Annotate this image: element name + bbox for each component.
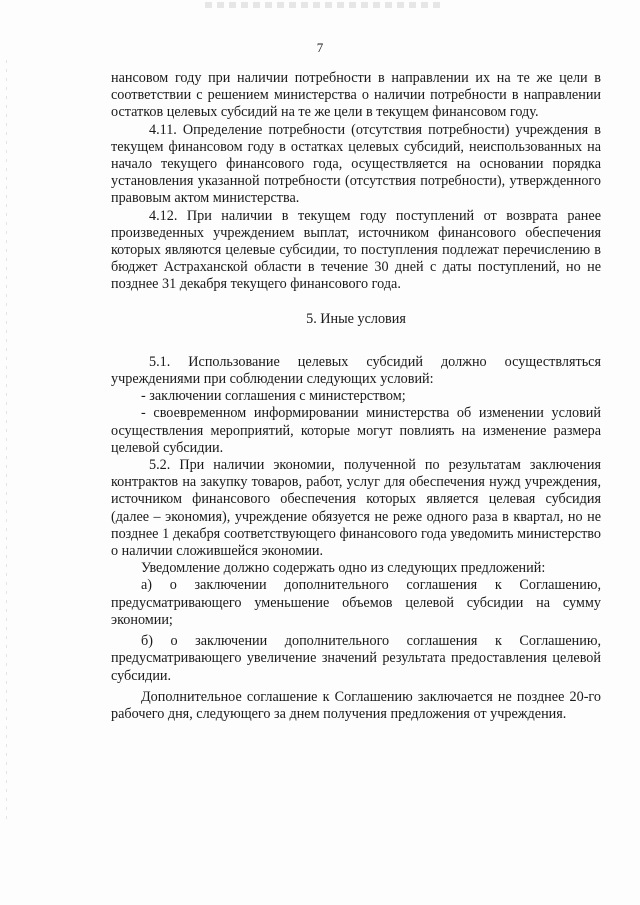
- list-item-agreement: - заключении соглашения с министерством;: [141, 388, 406, 405]
- list-item-informing: - своевременном информировании министерства об изменении условий осуществления мероприятий, которые могут повлиять на изменение размера целевой субсидии.: [111, 405, 601, 456]
- paragraph-4-11: 4.11. Определение потребности (отсутствия потребности) учреждения в текущем финансовом году в остатках целевых субсидий, неиспользованных на начало текущего финансового года, осуществляется на основании порядка установления указанной потребности (отсутствия потребности), утвержденного правовым актом министерства.: [111, 121, 601, 207]
- paragraph-notification: Уведомление должно содержать одно из следующих предложений:: [141, 560, 546, 577]
- section-title: 5. Иные условия: [306, 310, 406, 327]
- paragraph-continuation: нансовом году при наличии потребности в направлении их на те же цели в соответствии с решением министерства о наличии потребности в направлении остатков целевых субсидий на те же цели в текущем финансовом году.: [111, 70, 601, 121]
- paragraph-5-1: 5.1. Использование целевых субсидий должно осуществляться учреждениями при соблюдении следующих условий:: [111, 353, 601, 388]
- page-number: 7: [316, 40, 324, 55]
- list-item-b: б) о заключении дополнительного соглашения к Соглашению, предусматривающего увеличение значений результата предоставления целевой субсидии.: [111, 633, 601, 684]
- paragraph-4-12: 4.12. При наличии в текущем году поступлений от возврата ранее произведенных учреждением выплат, источником финансового обеспечения которых являются целевые субсидии, то поступления подлежат перечислению в бюджет Астраханской области в течение 30 дней с даты поступлений, но не позднее 31 декабря текущего финансового года.: [111, 207, 601, 293]
- paragraph-5-2: 5.2. При наличии экономии, полученной по результатам заключения контрактов на закупку товаров, работ, услуг для обеспечения нужд учреждения, источником финансового обеспечения которых является целевая субсидия (далее – экономия), учреждение обязуется не реже одного раза в квартал, но не позднее 1 декабря соответствующего финансового года уведомить министерство о наличии сложившейся экономии.: [111, 457, 601, 560]
- list-item-a: а) о заключении дополнительного соглашения к Соглашению, предусматривающего уменьшение объемов целевой субсидии на сумму экономии;: [111, 577, 601, 628]
- scan-artifact: [205, 2, 445, 8]
- document-body: [111, 70, 601, 723]
- paragraph-additional-agreement: Дополнительное соглашение к Соглашению заключается не позднее 20-го рабочего дня, следующего за днем получения предложения от учреждения.: [111, 688, 601, 722]
- scan-edge: [6, 60, 7, 820]
